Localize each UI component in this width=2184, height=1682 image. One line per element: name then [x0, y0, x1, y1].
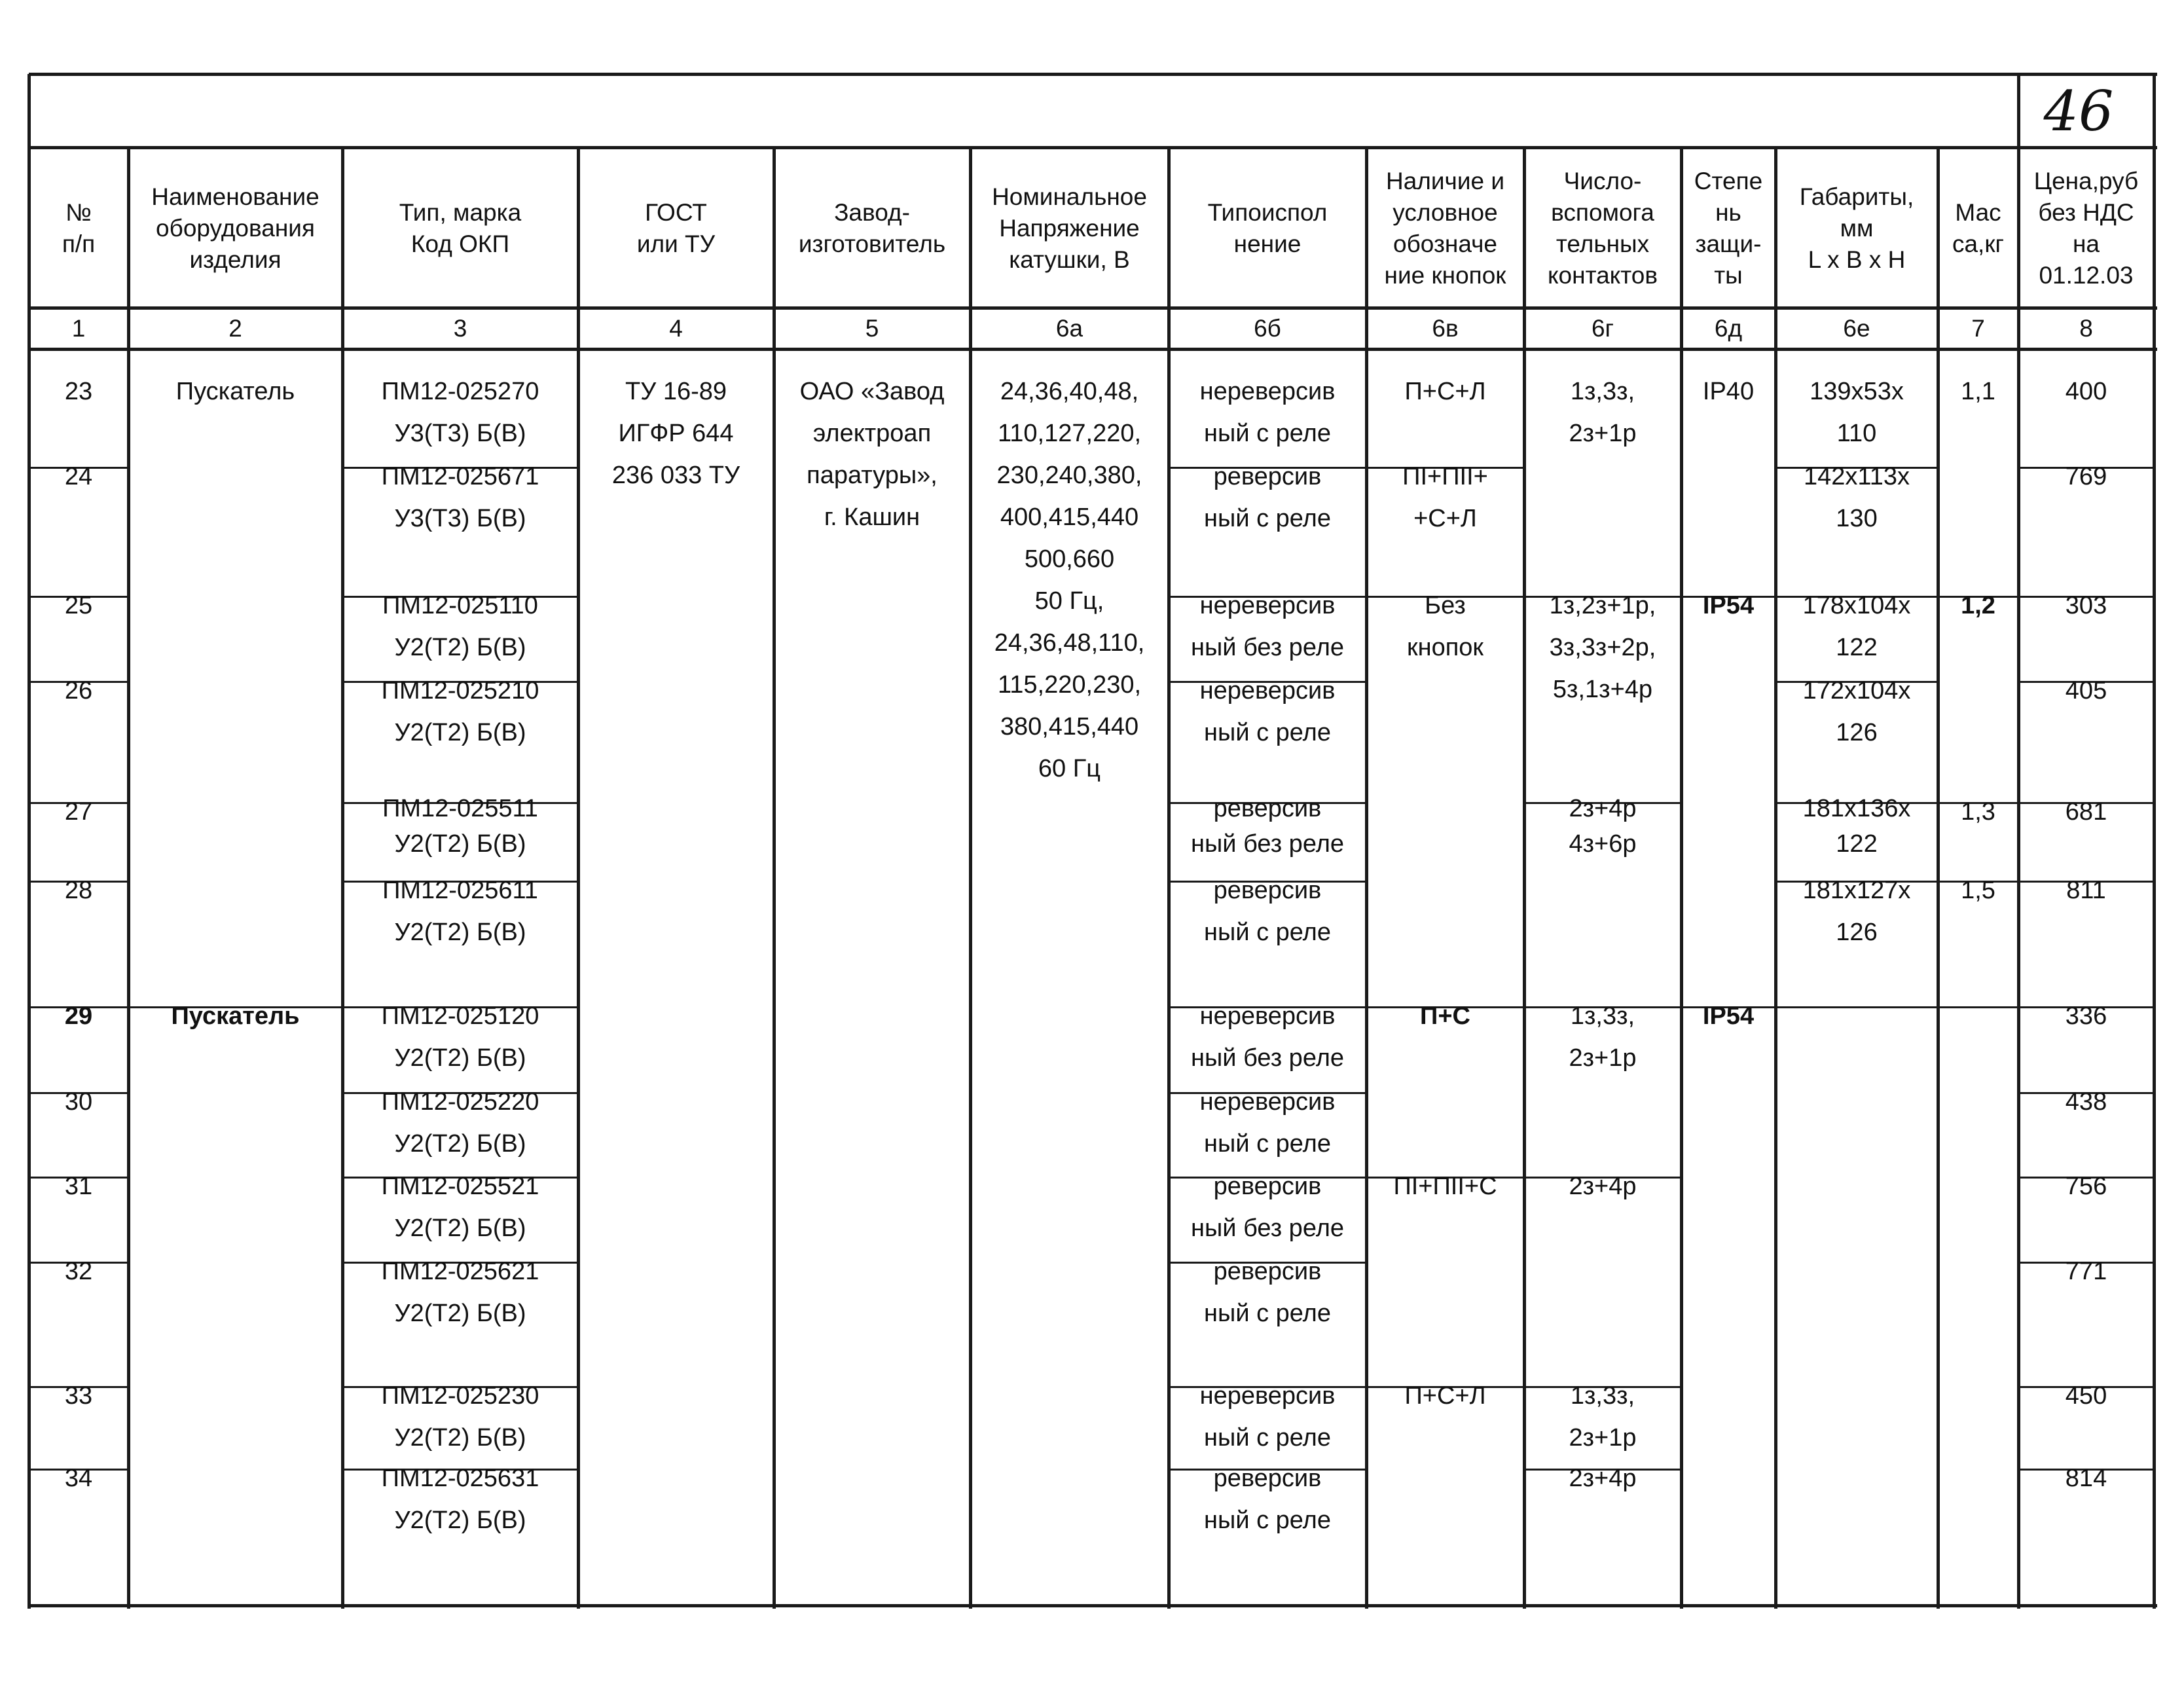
table-cell-text: 336	[2065, 1002, 2107, 1030]
column-header: Типоиспол нение	[1207, 198, 1328, 257]
table-cell-text: У2(Т2) Б(В)	[394, 1507, 526, 1534]
table-cell-text: 1,2	[1961, 592, 1995, 619]
table-cell-text: реверсив	[1213, 1173, 1322, 1200]
table-cell-text: ПМ12-025611	[382, 877, 538, 904]
column-number: 6д	[1714, 315, 1743, 342]
table-cell-text: 24,36,48,110,	[994, 629, 1145, 657]
row-divider	[1938, 1006, 2020, 1008]
column-number: 6г	[1591, 315, 1614, 342]
column-number-line	[29, 348, 2157, 351]
column-number: 6а	[1055, 315, 1083, 342]
table-cell-text: IP40	[1702, 378, 1755, 405]
page-number: 46	[2043, 79, 2114, 143]
table-cell-text: 25	[64, 592, 93, 619]
column-number: 4	[669, 315, 683, 342]
table-cell-text: г. Кашин	[824, 503, 920, 531]
table-cell-text: 130	[1836, 505, 1878, 532]
table-cell-text: 1з,3з,	[1570, 1382, 1635, 1410]
table-cell-text: 23	[64, 378, 93, 405]
table-cell-text: 400,415,440	[1000, 503, 1139, 531]
table-cell-text: 2з+4р	[1569, 795, 1637, 822]
table-cell-text: 5з,1з+4р	[1552, 676, 1653, 703]
column-header: Тип, марка Код ОКП	[399, 198, 522, 257]
column-header: № п/п	[62, 198, 96, 257]
table-cell-text: У2(Т2) Б(В)	[394, 919, 526, 946]
table-cell-text: 110,127,220,	[997, 420, 1142, 447]
table-cell-text: ПМ12-025220	[381, 1088, 539, 1116]
table-cell-text: 122	[1836, 830, 1878, 858]
table-cell-text: 380,415,440	[1000, 713, 1139, 740]
table-cell-text: ный без реле	[1190, 634, 1344, 661]
table-cell-text: 2з+1р	[1569, 1424, 1637, 1452]
column-number: 8	[2079, 315, 2093, 342]
table-cell-text: 1з,3з,	[1570, 1002, 1635, 1030]
table-cell-text: ПМ12-025230	[381, 1382, 539, 1410]
table-cell-text: ный с реле	[1204, 1300, 1331, 1327]
table-cell-text: 26	[64, 677, 93, 704]
table-cell-text: У3(Т3) Б(В)	[394, 420, 526, 447]
row-divider	[1775, 1006, 1940, 1008]
table-cell-text: П+С+Л	[1404, 378, 1486, 405]
table-cell-text: 60 Гц	[1038, 755, 1101, 782]
table-cell-text: нереверсив	[1199, 677, 1336, 704]
table-bottom-border	[29, 1604, 2157, 1607]
table-cell-text: 34	[64, 1465, 93, 1492]
column-header: Степе нь защи- ты	[1694, 167, 1763, 289]
table-cell-text: 178x104x	[1802, 592, 1911, 619]
table-cell-text: ПМ12-025210	[381, 677, 539, 704]
table-cell-text: У2(Т2) Б(В)	[394, 830, 526, 858]
table-cell-text: 1з,2з+1р,	[1549, 592, 1656, 619]
column-number: 1	[71, 315, 86, 342]
table-cell-text: У2(Т2) Б(В)	[394, 1130, 526, 1158]
table-cell-text: электроап	[812, 420, 932, 447]
table-cell-text: IP54	[1702, 592, 1755, 619]
table-cell-text: ПМ12-025521	[381, 1173, 539, 1200]
table-cell-text: 2з+4р	[1569, 1173, 1637, 1200]
table-cell-text: 27	[64, 798, 93, 826]
table-cell-text: IP54	[1702, 1002, 1755, 1030]
table-cell-text: 814	[2065, 1465, 2107, 1492]
table-cell-text: ПI+ПII+С	[1393, 1173, 1497, 1200]
table-cell-text: 24,36,40,48,	[1000, 378, 1139, 405]
column-number: 6б	[1254, 315, 1281, 342]
table-cell-text: У3(Т3) Б(В)	[394, 505, 526, 532]
table-cell-text: 126	[1836, 919, 1878, 946]
table-cell-text: +С+Л	[1413, 505, 1477, 532]
column-header: Завод- изготовитель	[798, 198, 946, 257]
table-cell-text: 756	[2065, 1173, 2107, 1200]
table-cell-text: ный с реле	[1204, 505, 1331, 532]
table-cell-text: 2з+1р	[1569, 420, 1637, 447]
table-cell-text: ПМ12-025511	[382, 795, 538, 822]
table-cell-text: 172x104x	[1802, 677, 1911, 704]
table-cell-text: У2(Т2) Б(В)	[394, 1215, 526, 1242]
column-divider	[773, 147, 776, 1609]
column-header: Номинальное Напряжение катушки, В	[992, 183, 1147, 273]
table-cell-text: Без	[1425, 592, 1466, 619]
table-cell-text: 400	[2065, 378, 2107, 405]
table-cell-text: 500,660	[1024, 545, 1115, 573]
table-cell-text: 181x127x	[1802, 877, 1911, 904]
table-cell-text: ный с реле	[1204, 420, 1331, 447]
column-number: 6е	[1843, 315, 1870, 342]
column-header: Габариты, мм L x B x H	[1799, 183, 1914, 273]
table-cell-text: 1з,3з,	[1570, 378, 1635, 405]
column-header: ГОСТ или ТУ	[636, 198, 716, 257]
table-cell-text: У2(Т2) Б(В)	[394, 1044, 526, 1072]
table-cell-text: ПМ12-025631	[381, 1465, 539, 1492]
table-cell-text: 811	[2066, 877, 2106, 904]
table-cell-text: 1,3	[1961, 798, 1995, 826]
table-cell-text: П+С+Л	[1404, 1382, 1486, 1410]
table-cell-text: 405	[2065, 677, 2107, 704]
table-cell-text: ПМ12-025120	[381, 1002, 539, 1030]
table-cell-text: ИГФР 644	[618, 420, 734, 447]
table-cell-text: ный с реле	[1204, 919, 1331, 946]
table-cell-text: 3з,3з+2р,	[1549, 634, 1656, 661]
table-cell-text: ПМ12-025270	[381, 378, 539, 405]
table-cell-text: ный с реле	[1204, 1424, 1331, 1452]
table-cell-text: 115,220,230,	[997, 671, 1142, 699]
column-number: 6в	[1432, 315, 1459, 342]
table-cell-text: ный без реле	[1190, 1044, 1344, 1072]
table-cell-text: ный с реле	[1204, 719, 1331, 746]
table-cell-text: реверсив	[1213, 795, 1322, 822]
table-cell-text: 769	[2065, 463, 2107, 490]
column-header: Наличие и условное обозначе ние кнопок	[1384, 167, 1506, 289]
table-cell-text: Пускатель	[175, 378, 295, 405]
table-cell-text: 126	[1836, 719, 1878, 746]
table-cell-text: 438	[2065, 1088, 2107, 1116]
column-header: Мас са,кг	[1952, 198, 2005, 257]
column-number: 5	[865, 315, 879, 342]
table-cell-text: ный без реле	[1190, 1215, 1344, 1242]
table-cell-text: реверсив	[1213, 1258, 1322, 1285]
header-top-line	[29, 146, 2157, 149]
table-cell-text: ОАО «Завод	[799, 378, 945, 405]
table-cell-text: кнопок	[1406, 634, 1484, 661]
table-cell-text: реверсив	[1213, 1465, 1322, 1492]
table-cell-text: 230,240,380,	[996, 462, 1142, 489]
table-cell-text: 50 Гц,	[1034, 587, 1104, 615]
table-cell-text: ПI+ПII+	[1402, 463, 1488, 490]
table-cell-text: нереверсив	[1199, 592, 1336, 619]
table-cell-text: 29	[64, 1002, 93, 1030]
table-cell-text: ный без реле	[1190, 830, 1344, 858]
header-bottom-line	[29, 306, 2157, 310]
table-cell-text: 1,5	[1961, 877, 1995, 904]
table-cell-text: 28	[64, 877, 93, 904]
table-cell-text: ПМ12-025671	[381, 463, 539, 490]
table-cell-text: ПМ12-025110	[382, 592, 538, 619]
table-cell-text: У2(Т2) Б(В)	[394, 1300, 526, 1327]
table-cell-text: 450	[2065, 1382, 2107, 1410]
table-cell-text: 1,1	[1961, 378, 1995, 405]
table-cell-text: 2з+1р	[1569, 1044, 1637, 1072]
table-cell-text: 4з+6р	[1569, 830, 1637, 858]
page-number-divider	[2017, 74, 2020, 151]
table-cell-text: 33	[64, 1382, 93, 1410]
table-top-border	[29, 73, 2157, 76]
table-cell-text: 32	[64, 1258, 93, 1285]
table-cell-text: 110	[1836, 420, 1877, 447]
table-cell-text: нереверсив	[1199, 378, 1336, 405]
table-cell-text: У2(Т2) Б(В)	[394, 634, 526, 661]
table-cell-text: нереверсив	[1199, 1088, 1336, 1116]
table-cell-text: реверсив	[1213, 463, 1322, 490]
table-cell-text: 181x136x	[1802, 795, 1911, 822]
table-cell-text: ПМ12-025621	[381, 1258, 539, 1285]
column-header: Число- вспомога тельных контактов	[1547, 167, 1658, 289]
column-number: 2	[228, 315, 242, 342]
table-cell-text: 122	[1836, 634, 1878, 661]
table-cell-text: 142x113x	[1804, 463, 1910, 490]
column-divider	[969, 147, 972, 1609]
column-header: Цена,руб без НДС на 01.12.03	[2033, 167, 2139, 289]
table-cell-text: П+С	[1420, 1002, 1470, 1030]
table-cell-text: нереверсив	[1199, 1002, 1336, 1030]
table-cell-text: 31	[64, 1173, 93, 1200]
table-cell-text: Пускатель	[171, 1002, 300, 1030]
table-cell-text: 303	[2065, 592, 2107, 619]
table-cell-text: 24	[64, 463, 93, 490]
table-cell-text: нереверсив	[1199, 1382, 1336, 1410]
table-cell-text: У2(Т2) Б(В)	[394, 1424, 526, 1452]
table-cell-text: ТУ 16-89	[625, 378, 727, 405]
table-cell-text: 139x53x	[1810, 378, 1904, 405]
column-number: 7	[1971, 315, 1985, 342]
table-cell-text: паратуры»,	[807, 462, 937, 489]
table-cell-text: У2(Т2) Б(В)	[394, 719, 526, 746]
column-number: 3	[453, 315, 467, 342]
table-cell-text: 681	[2065, 798, 2107, 826]
table-cell-text: 236 033 ТУ	[611, 462, 740, 489]
table-cell-text: 30	[64, 1088, 93, 1116]
table-cell-text: ный с реле	[1204, 1130, 1331, 1158]
table-cell-text: реверсив	[1213, 877, 1322, 904]
table-cell-text: ный с реле	[1204, 1507, 1331, 1534]
table-cell-text: 771	[2065, 1258, 2107, 1285]
column-header: Наименование оборудования изделия	[151, 183, 319, 273]
table-cell-text: 2з+4р	[1569, 1465, 1637, 1492]
